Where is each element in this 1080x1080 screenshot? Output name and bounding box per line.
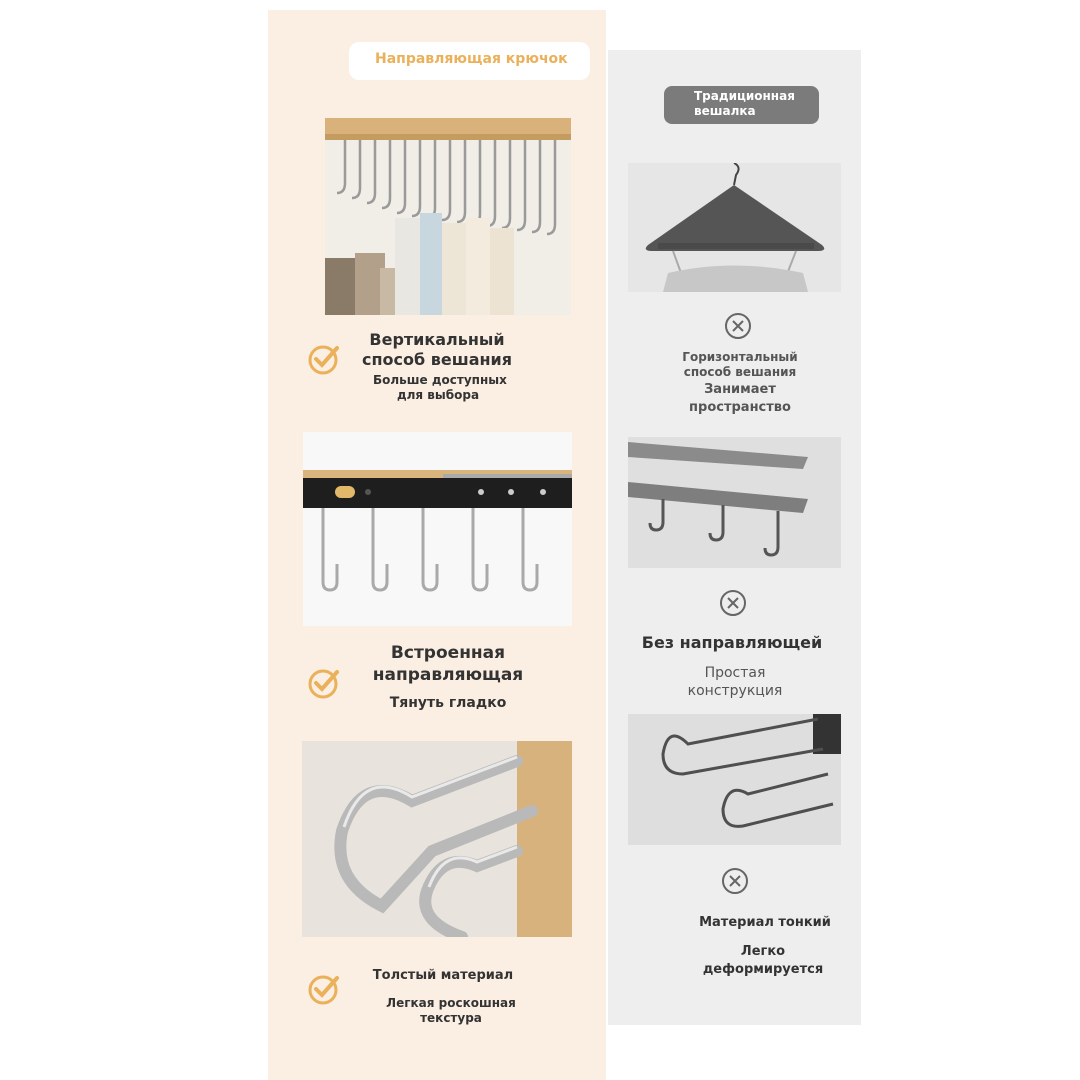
feature-subtitle: Легко деформируется	[702, 944, 824, 977]
thin-material-illustration	[628, 714, 841, 845]
check-circle-icon	[307, 972, 341, 1006]
feature-title: Вертикальный способ вешания	[361, 330, 513, 369]
thick-material-photo	[302, 741, 572, 937]
feature-subtitle: Больше доступных для выбора	[373, 373, 507, 402]
check-circle-icon	[307, 666, 341, 700]
feature-subtitle: Тянуть гладко	[389, 695, 507, 711]
thick-material-illustration	[302, 741, 572, 937]
thin-material-photo	[628, 714, 841, 845]
x-circle-icon	[723, 311, 753, 341]
feature-subtitle: Легкая роскошная текстура	[386, 996, 516, 1025]
traditional-hanger-photo	[628, 163, 841, 292]
built-in-rail-illustration	[303, 432, 572, 626]
built-in-rail-photo	[303, 432, 572, 626]
plain-rack-photo	[628, 437, 841, 568]
right-panel-title-line: Традиционная	[694, 89, 795, 103]
right-panel-title-line: вешалка	[694, 104, 756, 118]
check-circle-icon	[307, 342, 341, 376]
feature-title: Толстый материал	[372, 968, 514, 983]
feature-subtitle: Простая конструкция	[687, 665, 783, 699]
feature-title: Встроенная направляющая	[372, 643, 524, 685]
feature-title: Без направляющей	[641, 633, 823, 652]
right-panel-title	[664, 86, 819, 124]
vertical-hanging-photo	[325, 118, 571, 315]
feature-subtitle: Занимает пространство	[689, 382, 791, 415]
vertical-hanging-illustration	[325, 118, 571, 315]
feature-title: Материал тонкий	[699, 915, 831, 930]
x-circle-icon	[718, 588, 748, 618]
feature-title: Горизонтальный способ вешания	[682, 350, 798, 379]
plain-rack-illustration	[628, 437, 841, 568]
left-panel-title-text: Направляющая крючок	[375, 51, 568, 67]
traditional-hanger-illustration	[628, 163, 841, 292]
x-circle-icon	[720, 866, 750, 896]
left-panel-title	[349, 42, 590, 80]
